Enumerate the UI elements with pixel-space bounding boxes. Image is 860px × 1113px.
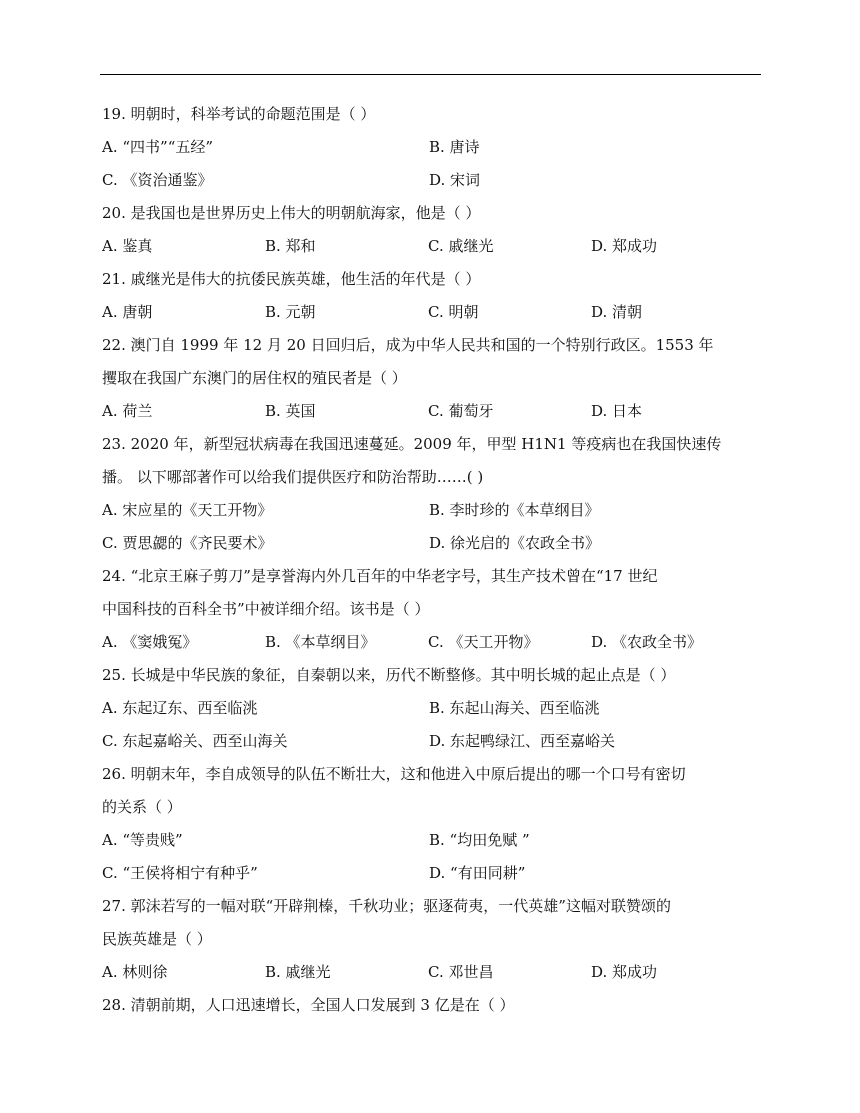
question-19-options-row-2: [102, 164, 762, 197]
question-19-option-c: C. 《资治通鉴》: [102, 171, 213, 189]
question-20-option-b: B. 郑和: [265, 237, 316, 255]
question-20-option-a: A. 鉴真: [102, 237, 153, 255]
question-20-stem: 20. 是我国也是世界历史上伟大的明朝航海家，他是（ ）: [102, 204, 481, 222]
question-19-option-a: A. “四书”“五经”: [102, 138, 214, 156]
question-27-option-c: C. 邓世昌: [428, 963, 494, 981]
question-19-options-row-1: [102, 131, 762, 164]
question-20-option-d: D. 郑成功: [591, 237, 658, 255]
question-24-options: [102, 626, 762, 659]
question-24-option-b: B. 《本草纲目》: [265, 633, 376, 651]
question-21-option-c: C. 明朝: [428, 303, 479, 321]
question-19-stem: 19. 明朝时，科举考试的命题范围是（ ）: [102, 105, 376, 123]
question-22-option-a: A. 荷兰: [102, 402, 153, 420]
question-27-stem-line-2: 民族英雄是（ ）: [102, 930, 212, 948]
question-22-option-b: B. 英国: [265, 402, 316, 420]
question-23-option-d: D. 徐光启的《农政全书》: [429, 534, 601, 552]
question-26-option-a: A. “等贵贱”: [102, 831, 183, 849]
question-24-option-c: C. 《天工开物》: [428, 633, 539, 651]
question-21-option-a: A. 唐朝: [102, 303, 153, 321]
question-19-option-d: D. 宋词: [429, 171, 481, 189]
question-19-option-b: B. 唐诗: [429, 138, 480, 156]
question-25-options-row-1: [102, 692, 762, 725]
question-24-stem-line-1: 24. “北京王麻子剪刀”是享誉海内外几百年的中华老字号，其生产技术曾在“17 世纪: [102, 567, 658, 585]
question-25-options-row-2: [102, 725, 762, 758]
question-27-option-a: A. 林则徐: [102, 963, 168, 981]
header-rule: [100, 74, 761, 75]
question-27-option-b: B. 戚继光: [265, 963, 331, 981]
question-22-stem-line-1: 22. 澳门自 1999 年 12 月 20 日回归后，成为中华人民共和国的一个特别行政区。1553 年: [102, 336, 714, 354]
question-28-stem: 28. 清朝前期，人口迅速增长，全国人口发展到 3 亿是在（ ）: [102, 996, 515, 1014]
question-25-option-a: A. 东起辽东、西至临洮: [102, 699, 258, 717]
question-27-stem-line-1: 27. 郭沫若写的一幅对联“开辟荆榛，千秋功业；驱逐荷夷，一代英雄”这幅对联赞颂的: [102, 897, 671, 915]
question-24-option-d: D. 《农政全书》: [591, 633, 703, 651]
question-26-stem-line-2: 的关系（ ）: [102, 798, 182, 816]
question-26-options-row-1: [102, 824, 762, 857]
question-25-option-c: C. 东起嘉峪关、西至山海关: [102, 732, 288, 750]
question-26-options-row-2: [102, 857, 762, 890]
question-23-option-a: A. 宋应星的《天工开物》: [102, 501, 273, 519]
question-23-stem-line-1: 23. 2020 年，新型冠状病毒在我国迅速蔓延。2009 年，甲型 H1N1 等疫病也在我国快速传: [102, 435, 722, 453]
question-21-options: [102, 296, 762, 329]
question-27-options: [102, 956, 762, 989]
question-22-option-c: C. 葡萄牙: [428, 402, 494, 420]
question-22-options: [102, 395, 762, 428]
question-23-options-row-1: [102, 494, 762, 527]
question-23-option-b: B. 李时珍的《本草纲目》: [429, 501, 600, 519]
question-20-options: [102, 230, 762, 263]
question-25-option-d: D. 东起鸭绿江、西至嘉峪关: [429, 732, 616, 750]
question-26-stem-line-1: 26. 明朝末年，李自成领导的队伍不断壮大，这和他进入中原后提出的哪一个口号有密切: [102, 765, 686, 783]
question-27-option-d: D. 郑成功: [591, 963, 658, 981]
question-23-option-c: C. 贾思勰的《齐民要术》: [102, 534, 273, 552]
question-21-option-d: D. 清朝: [591, 303, 643, 321]
question-24-option-a: A. 《窦娥冤》: [102, 633, 198, 651]
question-20-option-c: C. 戚继光: [428, 237, 494, 255]
question-list: [102, 98, 762, 1022]
question-22-stem-line-2: 攫取在我国广东澳门的居住权的殖民者是（ ）: [102, 369, 407, 387]
question-26-option-b: B. “均田免赋 ”: [429, 831, 530, 849]
question-23-stem-line-2: 播。 以下哪部著作可以给我们提供医疗和防治帮助……( ): [102, 468, 484, 486]
question-22-option-d: D. 日本: [591, 402, 643, 420]
question-25-option-b: B. 东起山海关、西至临洮: [429, 699, 600, 717]
question-23-options-row-2: [102, 527, 762, 560]
question-25-stem: 25. 长城是中华民族的象征，自秦朝以来，历代不断整修。其中明长城的起止点是（ ）: [102, 666, 676, 684]
question-26-option-d: D. “有田同耕”: [429, 864, 526, 882]
question-26-option-c: C. “王侯将相宁有种乎”: [102, 864, 258, 882]
question-21-stem: 21. 戚继光是伟大的抗倭民族英雄，他生活的年代是（ ）: [102, 270, 481, 288]
question-24-stem-line-2: 中国科技的百科全书”中被详细介绍。该书是（ ）: [102, 600, 430, 618]
question-21-option-b: B. 元朝: [265, 303, 316, 321]
